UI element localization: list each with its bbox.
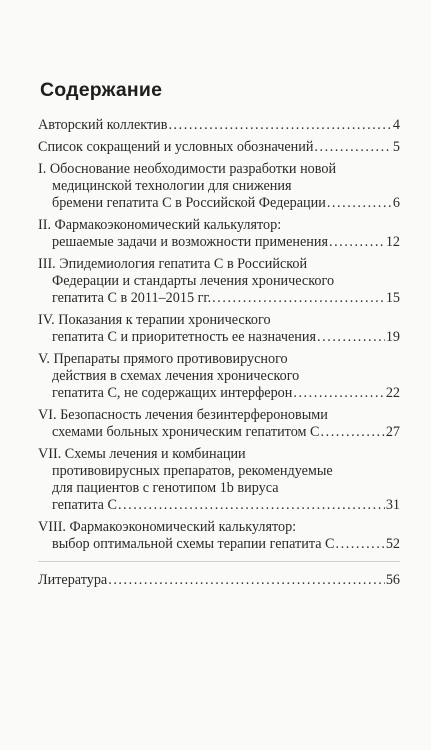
- toc-entry-title-line: гепатита С: [52, 497, 117, 513]
- toc-entry-title-line: V. Препараты прямого противовирусного: [38, 351, 288, 367]
- toc-entry[interactable]: [38, 561, 400, 589]
- toc-entry-title-line: действия в схемах лечения хронического: [52, 368, 300, 384]
- toc-entry-title-line: гепатита С в 2011–2015 гг.: [52, 290, 212, 306]
- toc-entry-title-line: VI. Безопасность лечения безинтерфероновыми: [38, 407, 328, 423]
- toc-entry-title-line: гепатита С, не содержащих интерферон: [52, 385, 293, 401]
- toc-entry[interactable]: [38, 217, 400, 251]
- page-number: 19: [385, 329, 400, 345]
- dot-leader: [321, 424, 385, 441]
- toc-entry-last-line: [38, 497, 400, 514]
- toc-entry-title-line: I. Обоснование необходимости разработки новой: [38, 161, 337, 177]
- dot-leader: [327, 195, 392, 212]
- toc-entry-last-line: [38, 385, 400, 402]
- page-number: 52: [385, 536, 400, 552]
- toc-entry[interactable]: [38, 117, 400, 134]
- toc-entry-title-line: Авторский коллектив: [38, 117, 168, 133]
- page-number: 31: [385, 497, 400, 513]
- toc-entry-title-line: VIII. Фармакоэкономический калькулятор:: [38, 519, 297, 535]
- toc-entry[interactable]: [38, 351, 400, 402]
- toc-entry-last-line: [38, 424, 400, 441]
- toc-entry-title-line: IV. Показания к терапии хронического: [38, 312, 271, 328]
- page-number: 4: [392, 117, 400, 133]
- toc-entry-last-line: [38, 117, 400, 134]
- toc-entry-title-line: Федерации и стандарты лечения хронического: [52, 273, 335, 289]
- page-number: 27: [385, 424, 400, 440]
- toc-entry-last-line: [38, 234, 400, 251]
- toc-entry[interactable]: [38, 161, 400, 212]
- dot-leader: [329, 234, 385, 251]
- page-number: 15: [385, 290, 400, 306]
- toc-entry-title-line: Список сокращений и условных обозначений: [38, 139, 314, 155]
- toc-entry-last-line: [38, 139, 400, 156]
- dot-leader: [168, 117, 391, 134]
- toc-entry-last-line: [38, 536, 400, 553]
- toc-entry-title-line: медицинской технологии для снижения: [52, 178, 292, 194]
- toc-entry-title-line: III. Эпидемиология гепатита С в Российской: [38, 256, 308, 272]
- toc-entry-title-line: II. Фармакоэкономический калькулятор:: [38, 217, 282, 233]
- toc-entry-last-line: [38, 195, 400, 212]
- page-number: 22: [385, 385, 400, 401]
- table-of-contents: [38, 117, 400, 594]
- dot-leader: [317, 329, 385, 346]
- toc-entry-title-line: гепатита С и приоритетность ее назначения: [52, 329, 317, 345]
- dot-leader: [108, 572, 385, 589]
- toc-entry-title-line: Литература: [38, 572, 108, 588]
- toc-entry[interactable]: [38, 139, 400, 156]
- toc-entry[interactable]: [38, 256, 400, 307]
- toc-entry[interactable]: [38, 519, 400, 553]
- toc-entry-title-line: решаемые задачи и возможности применения: [52, 234, 328, 250]
- dot-leader: [293, 385, 384, 402]
- dot-leader: [212, 290, 385, 307]
- toc-entry-title-line: для пациентов с генотипом 1b вируса: [52, 480, 279, 496]
- toc-entry[interactable]: [38, 407, 400, 441]
- toc-entry-title-line: противовирусных препаратов, рекомендуемые: [52, 463, 333, 479]
- toc-entry-title-line: VII. Схемы лечения и комбинации: [38, 446, 246, 462]
- toc-entry-title-line: бремени гепатита С в Российской Федерации: [52, 195, 326, 211]
- page-title: Содержание: [40, 79, 163, 101]
- dot-leader: [314, 139, 391, 156]
- toc-entry-last-line: [38, 572, 400, 589]
- toc-entry-last-line: [38, 290, 400, 307]
- page-number: 12: [385, 234, 400, 250]
- toc-entry[interactable]: [38, 312, 400, 346]
- toc-entry[interactable]: [38, 446, 400, 514]
- page-number: 6: [392, 195, 400, 211]
- toc-entry-title-line: схемами больных хроническим гепатитом С: [52, 424, 320, 440]
- dot-leader: [336, 536, 385, 553]
- dot-leader: [118, 497, 385, 514]
- page-number: 5: [392, 139, 400, 155]
- toc-entry-title-line: выбор оптимальной схемы терапии гепатита С: [52, 536, 335, 552]
- toc-entry-last-line: [38, 329, 400, 346]
- page-number: 56: [385, 572, 400, 588]
